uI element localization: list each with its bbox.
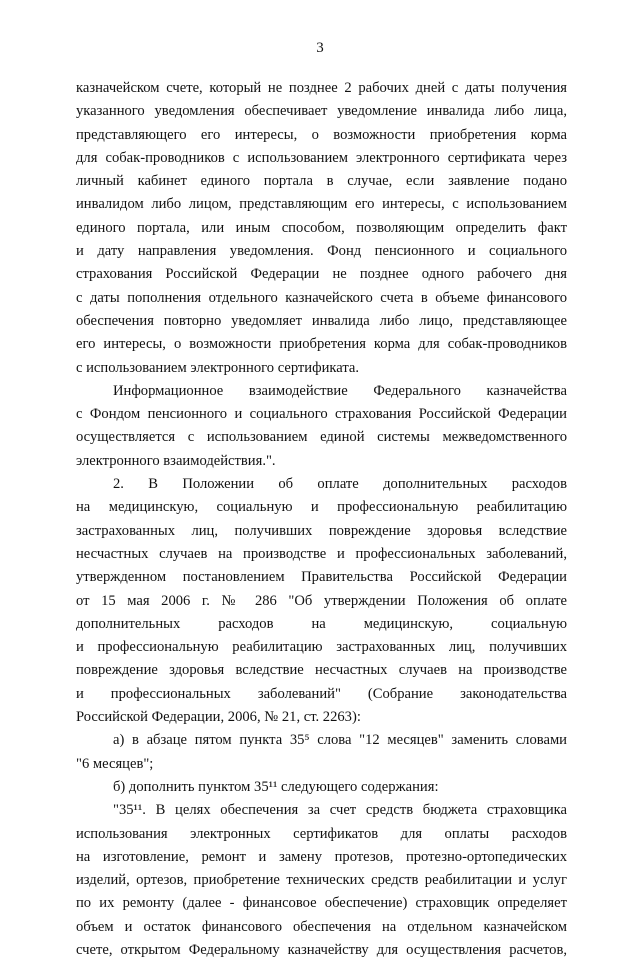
text-line: и профессиональную реабилитацию застрахованных лиц, получивших (76, 639, 567, 656)
text-line: с использованием электронного сертификата. (76, 359, 360, 376)
text-line: инвалидом либо лицом, представляющим его интересы, с использованием (76, 196, 567, 213)
page-number: 3 (316, 40, 324, 56)
text-line: повреждение здоровья вследствие несчастных случаев на производстве (76, 662, 567, 679)
text-line: на изготовление, ремонт и замену протезов, протезно-ортопедических (76, 848, 567, 865)
text-line: несчастных случаев на производстве и профессиональных заболеваний, (76, 545, 567, 562)
text-line: для собак-проводников с использованием электронного сертификата через (76, 149, 567, 166)
text-line: Информационное взаимодействие Федерального казначейства (113, 382, 567, 399)
text-line: единого портала, или иным способом, позволяющим определить факт (76, 219, 567, 236)
text-line: представляющего его интересы, о возможности приобретения корма (76, 126, 567, 143)
text-line: казначейском счете, который не позднее 2 рабочих дней с даты получения (76, 80, 567, 96)
text-line: 2. В Положении об оплате дополнительных расходов (113, 476, 567, 493)
text-line: страхования Российской Федерации не позднее одного рабочего дня (76, 266, 567, 283)
text-line: изделий, ортезов, приобретение технических средств реабилитации и услуг (76, 872, 567, 889)
text-line: личный кабинет единого портала в случае, если заявление подано (76, 173, 567, 190)
text-line: осуществляется с использованием единой системы межведомственного (76, 429, 567, 446)
text-line: а) в абзаце пятом пункта 35⁵ слова "12 месяцев" заменить словами (113, 732, 567, 749)
text-line: "35¹¹. В целях обеспечения за счет средств бюджета страховщика (113, 802, 567, 819)
text-line: "6 месяцев"; (76, 755, 154, 772)
text-line: с Фондом пенсионного и социального страхования Российской Федерации (76, 406, 567, 423)
text-line: указанного уведомления обеспечивает уведомление инвалида либо лица, (76, 103, 567, 120)
text-line: застрахованных лиц, получивших повреждение здоровья вследствие (76, 522, 567, 539)
text-line: утвержденном постановлением Правительства Российской Федерации (76, 569, 567, 586)
text-line: б) дополнить пунктом 35¹¹ следующего содержания: (113, 778, 439, 795)
text-line: дополнительных расходов на медицинскую, социальную (76, 615, 567, 632)
text-line: электронного взаимодействия.". (76, 452, 276, 469)
text-line: счете, открытом Федеральному казначейству для осуществления расчетов, (76, 941, 567, 958)
document-body (76, 77, 567, 962)
text-line: и профессиональных заболеваний" (Собрание законодательства (76, 685, 567, 702)
text-line: объем и остаток финансового обеспечения на отдельном казначейском (76, 918, 567, 935)
text-line: обеспечения повторно уведомляет инвалида либо лицо, представляющее (76, 312, 567, 329)
text-line: от 15 мая 2006 г. № 286 "Об утверждении Положения об оплате (76, 592, 567, 609)
text-line: по их ремонту (далее - финансовое обеспечение) страховщик определяет (76, 895, 567, 912)
text-line: на медицинскую, социальную и профессиональную реабилитацию (76, 499, 567, 516)
text-line: его интересы, о возможности приобретения корма для собак-проводников (76, 336, 567, 353)
text-line: Российской Федерации, 2006, № 21, ст. 2263): (76, 709, 361, 726)
text-line: с даты пополнения отдельного казначейского счета в объеме финансового (76, 289, 567, 306)
text-line: и дату направления уведомления. Фонд пенсионного и социального (76, 243, 567, 260)
text-line: использования электронных сертификатов для оплаты расходов (76, 825, 567, 842)
